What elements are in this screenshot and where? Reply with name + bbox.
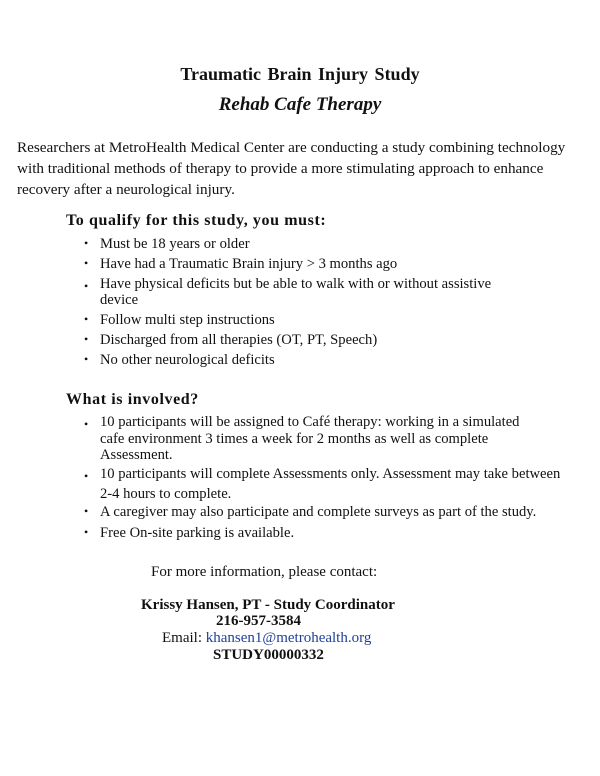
contact-prompt: For more information, please contact: bbox=[151, 564, 378, 580]
qualify-heading: To qualify for this study, you must: bbox=[66, 212, 327, 229]
list-item: • Discharged from all therapies (OT, PT, Speech) bbox=[84, 332, 378, 348]
involved-heading: What is involved? bbox=[66, 391, 199, 408]
bullet-icon: • bbox=[84, 279, 89, 293]
bullet-icon: • bbox=[84, 417, 89, 431]
bullet-icon: • bbox=[84, 312, 89, 326]
list-item: • Have had a Traumatic Brain injury > 3 months ago bbox=[84, 256, 398, 272]
list-item: • No other neurological deficits bbox=[84, 352, 275, 368]
study-id: STUDY00000332 bbox=[213, 647, 324, 663]
email-label: Email: bbox=[162, 630, 206, 646]
involved-list bbox=[84, 414, 561, 545]
list-item: • Must be 18 years or older bbox=[84, 236, 250, 252]
intro-line: with traditional methods of therapy to provide a more stimulating approach to enhance bbox=[17, 160, 544, 177]
bullet-icon: • bbox=[84, 332, 89, 346]
intro-line: Researchers at MetroHealth Medical Center are conducting a study combining technology bbox=[17, 139, 566, 156]
qualify-list bbox=[84, 236, 492, 372]
list-item: • Follow multi step instructions bbox=[84, 312, 275, 328]
page-title: Traumatic Brain Injury Study bbox=[180, 64, 420, 84]
contact-name: Krissy Hansen, PT - Study Coordinator bbox=[141, 597, 395, 613]
contact-email-row bbox=[162, 630, 371, 647]
page-subtitle: Rehab Cafe Therapy bbox=[218, 94, 382, 115]
intro-paragraph bbox=[17, 137, 587, 200]
list-item: • Free On-site parking is available. bbox=[84, 525, 295, 541]
bullet-icon: • bbox=[84, 256, 89, 270]
bullet-icon: • bbox=[84, 236, 89, 250]
list-item: • Have physical deficits but be able to walk with or without assistive device bbox=[84, 276, 492, 308]
bullet-icon: • bbox=[84, 525, 89, 539]
bullet-icon: • bbox=[84, 504, 89, 518]
list-item: • 10 participants will be assigned to Café therapy: working in a simulated cafe environment 3 times a week for 2 months as well as complete Assessment. bbox=[84, 414, 520, 463]
email-link[interactable]: khansen1@metrohealth.org bbox=[205, 630, 372, 646]
bullet-icon: • bbox=[84, 352, 89, 366]
intro-line: recovery after a neurological injury. bbox=[17, 181, 235, 198]
contact-phone: 216-957-3584 bbox=[216, 613, 301, 629]
bullet-icon: • bbox=[84, 469, 89, 483]
list-item: • A caregiver may also participate and complete surveys as part of the study. bbox=[84, 504, 537, 520]
list-item: • 10 participants will complete Assessments only. Assessment may take between 2-4 hours to complete. bbox=[84, 466, 561, 502]
